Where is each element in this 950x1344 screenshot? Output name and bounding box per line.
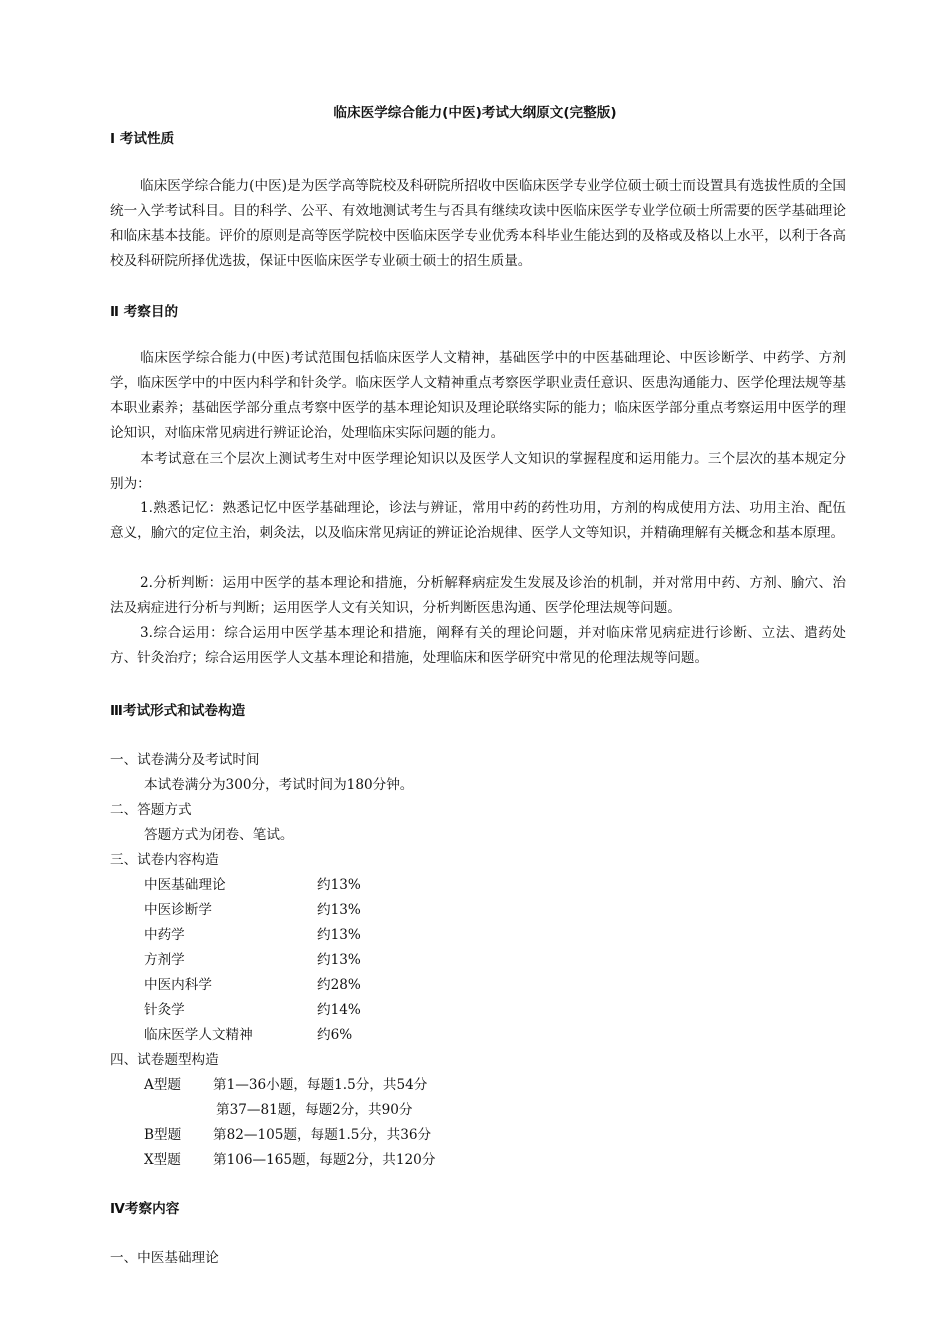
table-row-percent: 约6%: [317, 1027, 353, 1043]
paragraph-nature-text: 临床医学综合能力(中医)是为医学高等院校及科研院所招收中医临床医学专业学位硕士硕士而设置具有选拔性质的全国统一入学考试科目。目的科学、公平、有效地测试考生与否具有继续攻读中医临床医学专业学位硕士所需要的医学基础理论和临床基本技能。评价的原则是高等医学院校中医临床医学专业优秀本科毕业生能达到的及格或及格以上水平，以利于各高校及科研院所择优选拔，保证中医临床医学专业硕士硕士的招生质量。: [110, 178, 846, 269]
question-type-label: X型题: [144, 1152, 181, 1168]
score-time-text: 本试卷满分为300分，考试时间为180分钟。: [144, 777, 414, 793]
question-type-desc: 第82—105题，每题1.5分，共36分: [213, 1127, 432, 1143]
table-row-percent: 约14%: [317, 1002, 361, 1018]
question-type-label: A型题: [144, 1077, 182, 1093]
document-title: 临床医学综合能力(中医)考试大纲原文(完整版): [333, 105, 617, 121]
table-row-subject: 中医基础理论: [144, 877, 226, 893]
paragraph-purpose-levels-text: 本考试意在三个层次上测试考生对中医学理论知识以及医学人文知识的掌握程度和运用能力。三个层次的基本规定分别为：: [110, 451, 846, 492]
list-item-analysis: [110, 571, 846, 621]
paragraph-nature: [110, 174, 846, 274]
subheading-tcm-basic-theory: 一、中医基础理论: [110, 1250, 219, 1266]
subheading-content-structure: 三、试卷内容构造: [110, 852, 219, 868]
question-type-desc: 第106—165题，每题2分，共120分: [213, 1152, 436, 1168]
paragraph-purpose-scope: [110, 346, 846, 446]
section-heading-purpose: Ⅱ 考察目的: [110, 304, 179, 320]
table-row-subject: 中医诊断学: [144, 902, 212, 918]
section-heading-format: Ⅲ考试形式和试卷构造: [110, 703, 246, 719]
paragraph-purpose-scope-text: 临床医学综合能力(中医)考试范围包括临床医学人文精神，基础医学中的中医基础理论、中医诊断学、中药学、方剂学，临床医学中的中医内科学和针灸学。临床医学人文精神重点考察医学职业责任意识、医患沟通能力、医学伦理法规等基本职业素养；基础医学部分重点考察中医学的基本理论知识及理论联络实际的能力；临床医学部分重点考察运用中医学的理论知识，对临床常见病进行辨证论治，处理临床实际问题的能力。: [110, 350, 846, 441]
list-item-application-text: 3.综合运用：综合运用中医学基本理论和措施，阐释有关的理论问题，并对临床常见病症进行诊断、立法、遣药处方、针灸治疗；综合运用医学人文基本理论和措施，处理临床和医学研究中常见的伦理法规等问题。: [110, 625, 846, 666]
table-row-percent: 约28%: [317, 977, 361, 993]
section-heading-nature: Ⅰ 考试性质: [110, 131, 175, 147]
list-item-application: [110, 621, 846, 671]
list-item-memory-text: 1.熟悉记忆：熟悉记忆中医学基础理论，诊法与辨证，常用中药的药性功用，方剂的构成使用方法、功用主治、配伍意义，腧穴的定位主治，刺灸法，以及临床常见病证的辨证论治规律、医学人文等知识，并精确理解有关概念和基本原理。: [110, 500, 846, 541]
subheading-answer-mode: 二、答题方式: [110, 802, 192, 818]
table-row-subject: 中药学: [144, 927, 185, 943]
paragraph-purpose-levels: [110, 447, 846, 497]
subheading-question-types: 四、试卷题型构造: [110, 1052, 219, 1068]
list-item-memory: [110, 496, 846, 546]
section-heading-content: Ⅳ考察内容: [110, 1201, 180, 1217]
table-row-subject: 中医内科学: [144, 977, 212, 993]
question-type-label: B型题: [144, 1127, 182, 1143]
table-row-percent: 约13%: [317, 902, 361, 918]
table-row-percent: 约13%: [317, 952, 361, 968]
table-row-percent: 约13%: [317, 877, 361, 893]
question-type-desc: 第1—36小题，每题1.5分，共54分: [213, 1077, 428, 1093]
table-row-subject: 方剂学: [144, 952, 185, 968]
question-type-desc: 第37—81题，每题2分，共90分: [216, 1102, 413, 1118]
table-row-percent: 约13%: [317, 927, 361, 943]
table-row-subject: 临床医学人文精神: [144, 1027, 253, 1043]
list-item-analysis-text: 2.分析判断：运用中医学的基本理论和措施，分析解释病症发生发展及诊治的机制，并对常用中药、方剂、腧穴、治法及病症进行分析与判断；运用医学人文有关知识，分析判断医患沟通、医学伦理法规等问题。: [110, 575, 846, 616]
answer-mode-text: 答题方式为闭卷、笔试。: [144, 827, 294, 843]
table-row-subject: 针灸学: [144, 1002, 185, 1018]
subheading-score-time: 一、试卷满分及考试时间: [110, 752, 260, 768]
